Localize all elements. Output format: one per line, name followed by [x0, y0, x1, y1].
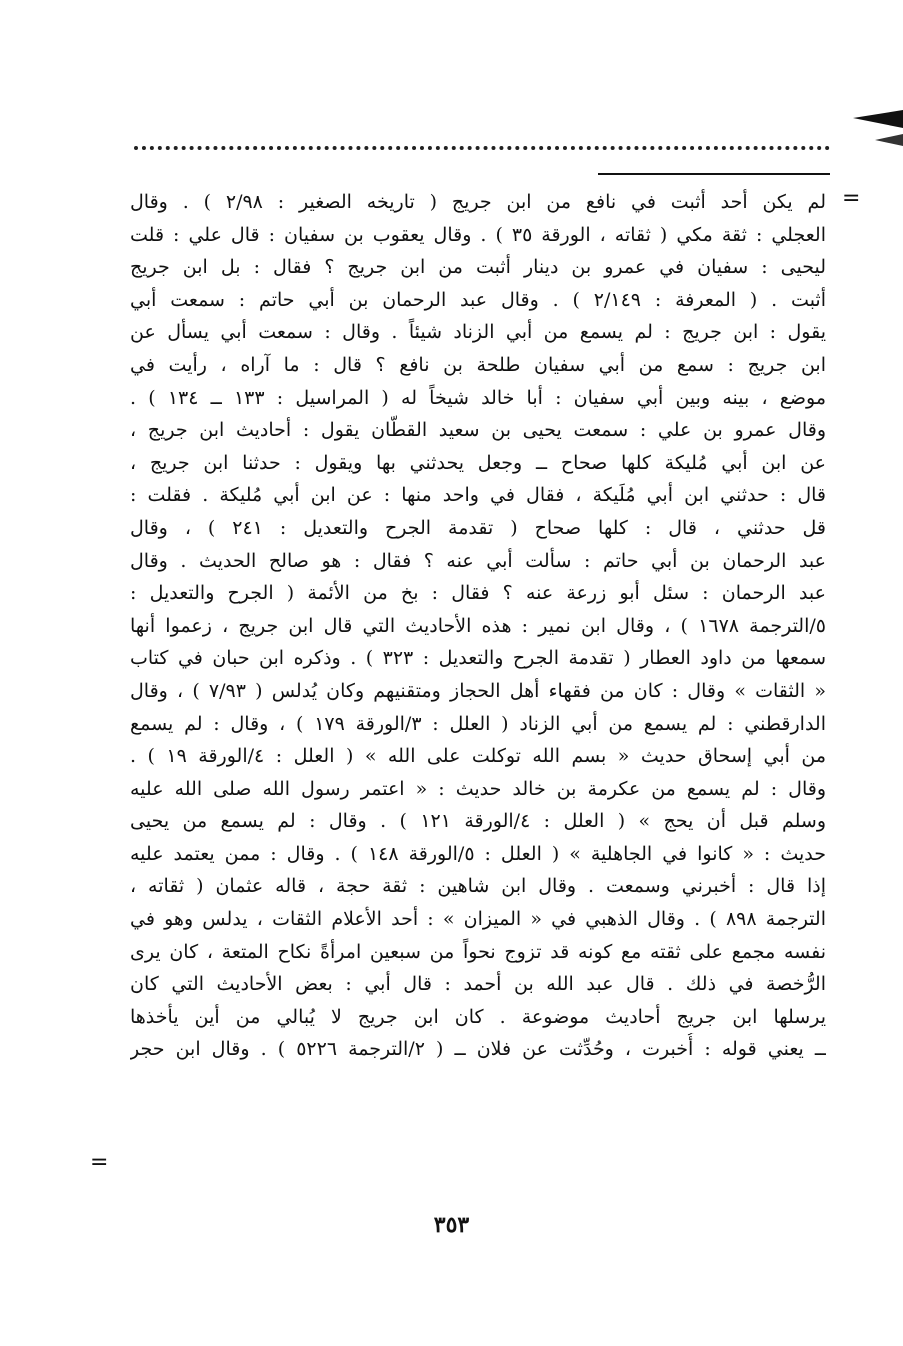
text-line: إذا قال : أخبرني وسمعت . وقال ابن شاهين : ثقة حجة ، قاله عثمان ( ثقاته ،	[130, 875, 826, 898]
text-line: عبد الرحمان : سئل أبو زرعة عنه ؟ فقال : بخ من الأئمة ( الجرح والتعديل :	[130, 582, 826, 605]
continuation-mark-bottom: =	[90, 1150, 109, 1175]
continuation-mark-top: =	[842, 186, 861, 211]
text-line: حديث : « كانوا في الجاهلية » ( العلل : ٥/الورقة ١٤٨ ) . وقال : ممن يعتمد عليه	[130, 842, 826, 865]
text-line: الترجمة ٨٩٨ ) . وقال الذهبي في « الميزان » : أحد الأعلام الثقات ، يدلس وهو في	[130, 908, 826, 931]
header-dotted-rule	[134, 146, 830, 150]
text-line: يرسلها ابن جريج أحاديث موضوعة . كان ابن جريج لا يُبالي من أين يأخذها	[130, 1005, 826, 1028]
text-line: ابن جريج : سمع من أبي سفيان طلحة بن نافع ؟ قال : ما آراه ، رأيت في	[130, 353, 826, 376]
text-line: يقول : ابن جريج : لم يسمع من أبي الزناد شيئاً . وقال : سمعت أبي يسأل عن	[130, 321, 826, 344]
text-line: سمعها من داود العطار ( تقدمة الجرح والتعديل : ٣٢٣ ) . وذكره ابن حبان في كتاب	[130, 647, 826, 670]
text-line: ليحيى : سفيان في عمرو بن دينار أثبت من ابن جريج ؟ فقال : بل ابن جريج	[130, 256, 826, 279]
text-line: ٥/الترجمة ١٦٧٨ ) ، وقال ابن نمير : هذه الأحاديث التي قال ابن جريج ، زعموا أنها	[130, 614, 826, 637]
text-line: عن ابن أبي مُليكة كلها صحاح ــ وجعل يحدثني بها ويقول : حدثنا ابن جريج ،	[130, 451, 826, 474]
text-line: قل حدثني ، قال : كلها صحاح ( تقدمة الجرح والتعديل : ٢٤١ ) ، وقال	[130, 516, 826, 539]
text-line: قال : حدثني ابن أبي مُلَيكة ، فقال في واحد منها : عن ابن أبي مُليكة . فقلت :	[130, 484, 826, 507]
text-line: عبد الرحمان بن أبي حاتم : سألت أبي عنه ؟ فقال : هو صالح الحديث . وقال	[130, 549, 826, 572]
page-corner-arrow-mark	[851, 104, 903, 150]
text-line: وسلم قبل أن يحج » ( العلل : ٤/الورقة ١٢١ ) . وقال : لم يسمع من يحيى	[130, 810, 826, 833]
text-line: ــ يعني قوله : أُخبرت ، وحُدِّثت عن فلان ــ ( ٢/الترجمة ٥٢٢٦ ) . وقال ابن حجر	[130, 1038, 826, 1061]
text-line: الدارقطني : لم يسمع من أبي الزناد ( العلل : ٣/الورقة ١٧٩ ) ، وقال : لم يسمع	[130, 712, 826, 735]
text-line: وقال : لم يسمع من عكرمة بن خالد حديث : « اعتمر رسول الله صلى الله عليه	[130, 777, 826, 800]
text-line: وقال عمرو بن علي : سمعت يحيى بن سعيد القطّان يقول : أحاديث ابن جريج ،	[130, 419, 826, 442]
text-line: من أبي إسحاق حديث « بسم الله توكلت على الله » ( العلل : ٤/الورقة ١٩ ) .	[130, 745, 826, 768]
footnote-separator-rule	[598, 173, 830, 175]
text-line: لم يكن أحد أثبت في نافع من ابن جريج ( تاريخه الصغير : ٢/٩٨ ) . وقال	[130, 191, 826, 213]
footnote-text-block	[130, 186, 826, 1066]
page-number: ٣٥٣	[433, 1212, 470, 1238]
text-line: موضع ، بينه وبين أبي سفيان : أبا خالد شيخاً له ( المراسيل : ١٣٣ ــ ١٣٤ ) .	[130, 386, 826, 409]
text-line: نفسه مجمع على ثقته مع كونه قد تزوج نحواً من سبعين امرأةً نكاح المتعة ، كان يرى	[130, 940, 826, 963]
text-line: أثبت . ( المعرفة : ٢/١٤٩ ) . وقال عبد الرحمان بن أبي حاتم : سمعت أبي	[130, 288, 826, 311]
text-line: « الثقات » وقال : كان من فقهاء أهل الحجاز ومتقنيهم وكان يُدلس ( ٧/٩٣ ) ، وقال	[130, 679, 826, 702]
text-line: العجلي : ثقة مكي ( ثقاته ، الورقة ٣٥ ) . وقال يعقوب بن سفيان : قال علي : قلت	[130, 223, 826, 246]
text-line: الرُّخصة في ذلك . قال عبد الله بن أحمد : قال أبي : بعض الأحاديث التي كان	[130, 973, 826, 996]
